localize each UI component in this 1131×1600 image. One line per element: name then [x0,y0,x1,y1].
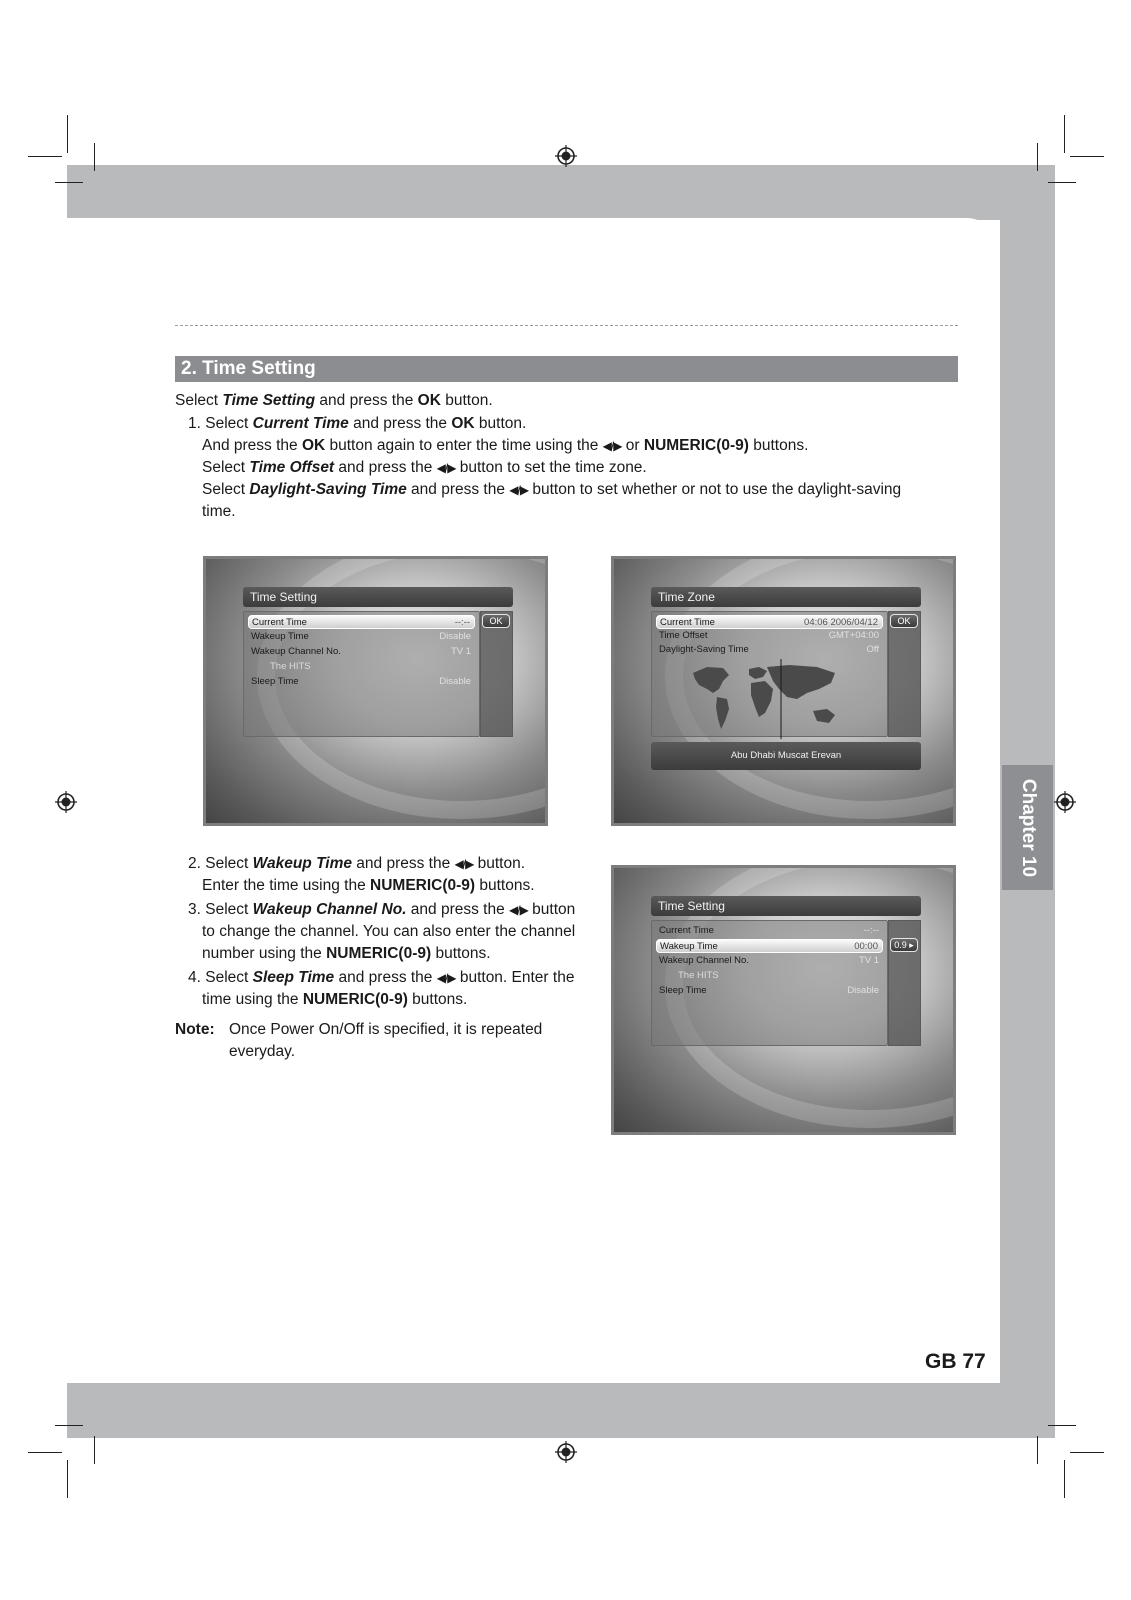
osd-value-button: 0.9 ▸ [890,938,918,952]
step4-line1: 4. Select Sleep Time and press the ◀/▶ button. Enter the [188,969,575,986]
step1-line3: Select Time Offset and press the ◀/▶ button to set the time zone. [202,459,647,476]
left-right-arrow-icon: ◀/▶ [436,971,456,985]
step3-line1: 3. Select Wakeup Channel No. and press the ◀/▶ button [188,901,576,918]
osd-row-sleep-time: Sleep Time Disable [659,985,879,996]
left-right-arrow-icon: ◀/▶ [436,461,456,475]
left-right-arrow-icon: ◀/▶ [509,903,528,917]
step3-line2: to change the channel. You can also enter the channel [202,923,576,940]
step2-line1: 2. Select Wakeup Time and press the ◀/▶ button. [188,855,526,872]
osd-row-current-time: Current Time --:-- [659,925,879,936]
registration-mark-icon [55,791,77,813]
osd-title: Time Setting [243,587,513,607]
note-line1: Once Power On/Off is specified, it is repeated [229,1021,543,1038]
step4-line2: time using the NUMERIC(0-9) buttons. [202,991,468,1008]
registration-mark-icon [1054,791,1076,813]
osd-row-channel-name: The HITS [678,970,719,981]
osd-row-wakeup-channel: Wakeup Channel No. TV 1 [251,646,471,657]
step2-line2: Enter the time using the NUMERIC(0-9) buttons. [202,877,535,894]
registration-mark-icon [555,1441,577,1463]
header-band [67,165,1055,220]
osd-row-current-time: Current Time --:-- [248,615,475,629]
osd-row-wakeup-time: Wakeup Time 00:00 [656,939,883,953]
osd-timezone-footer: Abu Dhabi Muscat Erevan [651,742,921,770]
step1-line5: time. [202,503,236,520]
osd-row-sleep-time: Sleep Time Disable [251,676,471,687]
left-right-arrow-icon: ◀/▶ [509,483,529,497]
left-right-arrow-icon: ◀/▶ [454,857,474,871]
osd-side-panel [480,611,513,737]
step1-line4: Select Daylight-Saving Time and press the ◀/▶ button to set whether or not to use the daylight-saving [202,481,902,498]
left-right-arrow-icon: ◀/▶ [602,439,622,453]
intro-line: Select Time Setting and press the OK button. [175,392,493,409]
osd-title: Time Zone [651,587,921,607]
step3-line3: number using the NUMERIC(0-9) buttons. [202,945,491,962]
osd-menu-panel [651,920,888,1046]
registration-mark-icon [555,145,577,167]
chapter-tab-label: Chapter 10 [1017,778,1039,877]
osd-title: Time Setting [651,896,921,916]
osd-ok-button: OK [890,614,918,628]
section-divider [175,325,958,326]
page-number: GB 77 [925,1350,986,1373]
chapter-tab [1002,765,1053,890]
note-line2: everyday. [229,1043,296,1060]
osd-ok-button: OK [482,614,510,628]
note-label: Note: [175,1021,215,1038]
footer-band [67,1383,1055,1438]
osd-menu-panel [243,611,480,737]
osd-row-channel-name: The HITS [270,661,311,672]
osd-row-wakeup-time: Wakeup Time Disable [251,631,471,642]
world-map-icon [689,659,849,739]
osd-row-current-time: Current Time 04:06 2006/04/12 [656,615,883,629]
screenshot-wakeup-time [611,865,956,1135]
step1-line1: 1. Select Current Time and press the OK button. [188,415,527,432]
osd-row-time-offset: Time Offset GMT+04:00 [659,630,879,641]
screenshot-time-zone [611,556,956,826]
section-title: 2. Time Setting [175,356,958,382]
screenshot-time-setting [203,556,548,826]
osd-side-panel [888,611,921,737]
step1-line2: And press the OK button again to enter the time using the ◀/▶ or NUMERIC(0-9) buttons. [202,437,809,454]
osd-row-daylight-saving: Daylight-Saving Time Off [659,644,879,655]
osd-row-wakeup-channel: Wakeup Channel No. TV 1 [659,955,879,966]
